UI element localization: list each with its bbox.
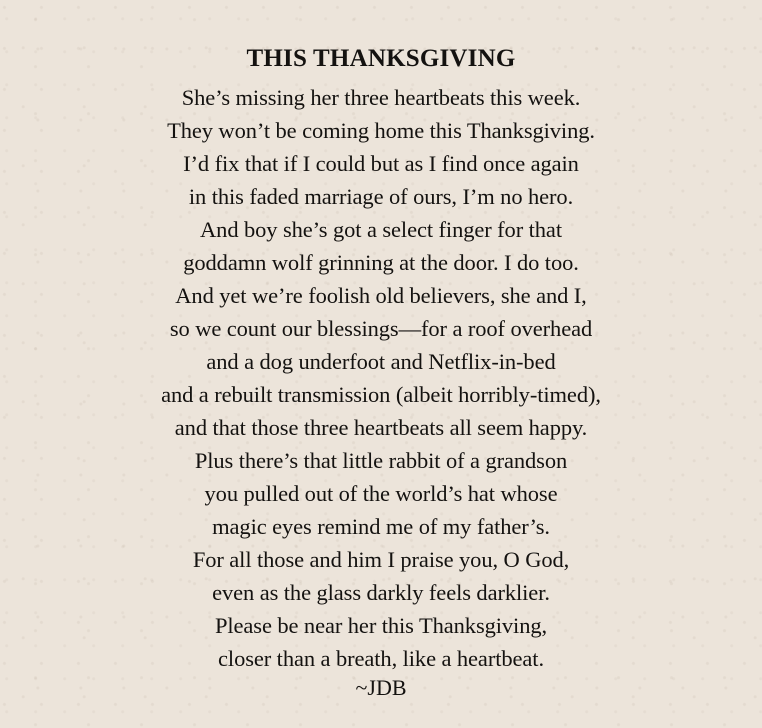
poem-line: Plus there’s that little rabbit of a grandson xyxy=(194,448,568,473)
poem-line: She’s missing her three heartbeats this week. xyxy=(181,85,581,110)
poem-line: goddamn wolf grinning at the door. I do too. xyxy=(183,250,579,275)
poem-line: in this faded marriage of ours, I’m no hero. xyxy=(188,184,574,209)
poem-line: you pulled out of the world’s hat whose xyxy=(204,481,558,506)
poem-line: magic eyes remind me of my father’s. xyxy=(212,514,550,539)
poem-line: and a rebuilt transmission (albeit horribly-timed), xyxy=(161,382,601,407)
poem-line: They won’t be coming home this Thanksgiving. xyxy=(167,118,595,143)
poem-line: closer than a breath, like a heartbeat. xyxy=(218,646,544,671)
poem-line: For all those and him I praise you, O God, xyxy=(192,547,570,572)
poem-title: THIS THANKSGIVING xyxy=(246,45,516,72)
poem-line: And boy she’s got a select finger for that xyxy=(200,217,562,242)
poem-line: And yet we’re foolish old believers, she and I, xyxy=(175,283,587,308)
poem-line: and that those three heartbeats all seem happy. xyxy=(174,415,588,440)
poem-signature: ~JDB xyxy=(355,675,407,700)
poem-body xyxy=(0,81,762,675)
poem-line: even as the glass darkly feels darklier. xyxy=(212,580,550,605)
poem-line: Please be near her this Thanksgiving, xyxy=(214,613,548,638)
poem-line: so we count our blessings—for a roof overhead xyxy=(169,316,593,341)
poem-line: I’d fix that if I could but as I find once again xyxy=(183,151,579,176)
poem-line: and a dog underfoot and Netflix-in-bed xyxy=(206,349,556,374)
